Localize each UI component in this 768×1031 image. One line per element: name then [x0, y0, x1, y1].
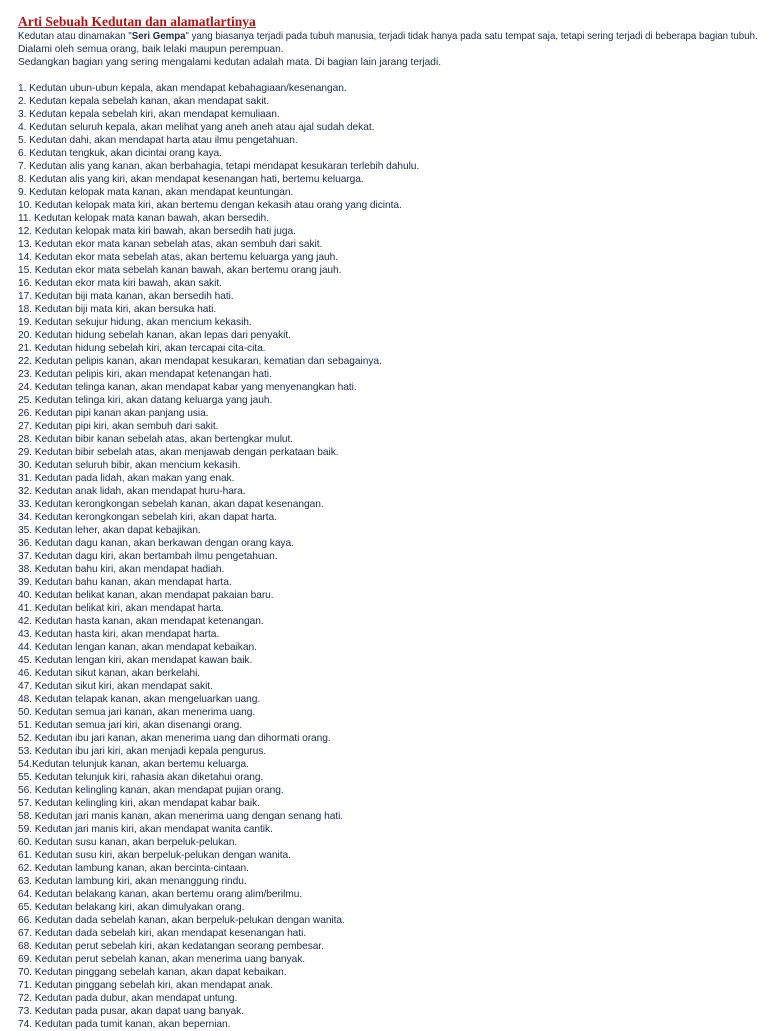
list-item: 21. Kedutan hidung sebelah kiri, akan tercapai cita-cita.: [18, 343, 266, 354]
paragraph-gap: [18, 69, 758, 82]
list-item: 30. Kedutan seluruh bibir, akan mencium kekasih.: [18, 460, 241, 471]
list-item: 22. Kedutan pelipis kanan, akan mendapat kesukaran, kematian dan sebagainya.: [18, 356, 382, 367]
list-item: 23. Kedutan pelipis kiri, akan mendapat ketenangan hati.: [18, 369, 272, 380]
list-item: 34. Kedutan kerongkongan sebelah kiri, akan dapat harta.: [18, 512, 277, 523]
list-item: 73. Kedutan pada pusar, akan dapat uang banyak.: [18, 1006, 244, 1017]
list-item: 62. Kedutan lambung kanan, akan bercinta-cintaan.: [18, 863, 249, 874]
list-item: 43. Kedutan hasta kiri, akan mendapat harta.: [18, 629, 220, 640]
list-item: 27. Kedutan pipi kiri, akan sembuh dari sakit.: [18, 421, 219, 432]
list-item: 66. Kedutan dada sebelah kanan, akan berpeluk-pelukan dengan wanita.: [18, 915, 345, 926]
list-item: 7. Kedutan alis yang kanan, akan berbahagia, tetapi mendapat kesukaran terlebih dahulu.: [18, 161, 420, 172]
list-item: 1. Kedutan ubun-ubun kepala, akan mendapat kebahagiaan/kesenangan.: [18, 83, 347, 94]
list-item: 70. Kedutan pinggang sebelah kanan, akan dapat kebaikan.: [18, 967, 287, 978]
list-item: 58. Kedutan jari manis kanan, akan menerima uang dengan senang hati.: [18, 811, 344, 822]
list-item: 52. Kedutan ibu jari kanan, akan menerima uang dan dihormati orang.: [18, 733, 331, 744]
list-item: 29. Kedutan bibir sebelah atas, akan menjawab dengan perkataan baik.: [18, 447, 339, 458]
list-item: 50. Kedutan semua jari kanan, akan menerima uang.: [18, 707, 256, 718]
list-item: 48. Kedutan telapak kanan, akan mengeluarkan uang.: [18, 694, 261, 705]
list-item: 17. Kedutan biji mata kanan, akan bersedih hati.: [18, 291, 234, 302]
list-item: 19. Kedutan sekujur hidung, akan mencium kekasih.: [18, 317, 252, 328]
list-item: 59. Kedutan jari manis kiri, akan mendapat wanita cantik.: [18, 824, 273, 835]
list-item: 54.Kedutan telunjuk kanan, akan bertemu keluarga.: [18, 759, 249, 770]
list-item: 40. Kedutan belikat kanan, akan mendapat pakaian baru.: [18, 590, 274, 601]
list-item: 68. Kedutan perut sebelah kiri, akan kedatangan seorang pembesar.: [18, 941, 324, 952]
list-item: 71. Kedutan pinggang sebelah kiri, akan mendapat anak.: [18, 980, 274, 991]
intro-line-1-after: " yang biasanya terjadi pada tubuh manusia, terjadi tidak hanya pada satu tempat saja, tetapi sering terjadi di beberapa bagian tubuh.: [185, 31, 758, 42]
list-item: 53. Kedutan ibu jari kiri, akan menjadi kepala pengurus.: [18, 746, 267, 757]
list-item: 64. Kedutan belakang kanan, akan bertemu orang alim/berilmu.: [18, 889, 303, 900]
list-item: 69. Kedutan perut sebelah kanan, akan menerima uang banyak.: [18, 954, 306, 965]
list-item: 47. Kedutan sikut kiri, akan mendapat sakit.: [18, 681, 213, 692]
list-item: 14. Kedutan ekor mata sebelah atas, akan bertemu keluarga yang jauh.: [18, 252, 338, 263]
list-item: 26. Kedutan pipi kanan akan panjang usia.: [18, 408, 209, 419]
list-item: 31. Kedutan pada lidah, akan makan yang enak.: [18, 473, 235, 484]
list-item: 33. Kedutan kerongkongan sebelah kanan, akan dapat kesenangan.: [18, 499, 324, 510]
list-item: 44. Kedutan lengan kanan, akan mendapat kebaikan.: [18, 642, 257, 653]
list-item: 5. Kedutan dahi, akan mendapat harta atau ilmu pengetahuan.: [18, 135, 298, 146]
list-item: 6. Kedutan tengkuk, akan dicintai orang kaya.: [18, 148, 222, 159]
list-item: 41. Kedutan belikat kiri, akan mendapat harta.: [18, 603, 224, 614]
list-item: 11. Kedutan kelopak mata kanan bawah, akan bersedih.: [18, 213, 269, 224]
list-item: 10. Kedutan kelopak mata kiri, akan bertemu dengan kekasih atau orang yang dicinta.: [18, 200, 402, 211]
list-item: 38. Kedutan bahu kiri, akan mendapat hadiah.: [18, 564, 225, 575]
document-title: Arti Sebuah Kedutan dan alamatlartinya: [18, 14, 256, 29]
list-item: 55. Kedutan telunjuk kiri, rahasia akan diketahui orang.: [18, 772, 264, 783]
list-item: 4. Kedutan seluruh kepala, akan melihat yang aneh aneh atau ajal sudah dekat.: [18, 122, 375, 133]
list-item: 67. Kedutan dada sebelah kiri, akan mendapat kesenangan hati.: [18, 928, 307, 939]
list-item: 37. Kedutan dagu kiri, akan bertambah ilmu pengetahuan.: [18, 551, 278, 562]
list-item: 63. Kedutan lambung kiri, akan menanggung rindu.: [18, 876, 247, 887]
list-item: 35. Kedutan leher, akan dapat kebajikan.: [18, 525, 201, 536]
list-item: 51. Kedutan semua jari kiri, akan disenangi orang.: [18, 720, 243, 731]
list-item: 8. Kedutan alis yang kiri, akan mendapat kesenangan hati, bertemu keluarga.: [18, 174, 364, 185]
intro-line-2: Dialami oleh semua orang, baik lelaki maupun perempuan.: [18, 44, 284, 55]
intro-line-3: Sedangkan bagian yang sering mengalami kedutan adalah mata. Di bagian lain jarang terjadi.: [18, 57, 442, 68]
list-item: 9. Kedutan kelopak mata kanan, akan mendapat keuntungan.: [18, 187, 294, 198]
list-item: 3. Kedutan kepala sebelah kiri, akan mendapat kemuliaan.: [18, 109, 280, 120]
list-item: 36. Kedutan dagu kanan, akan berkawan dengan orang kaya.: [18, 538, 294, 549]
list-item: 39. Kedutan bahu kanan, akan mendapat harta.: [18, 577, 232, 588]
list-item: 61. Kedutan susu kiri, akan berpeluk-pelukan dengan wanita.: [18, 850, 291, 861]
kedutan-list: [18, 82, 758, 1031]
list-item: 28. Kedutan bibir kanan sebelah atas, akan bertengkar mulut.: [18, 434, 294, 445]
list-item: 15. Kedutan ekor mata sebelah kanan bawah, akan bertemu orang jauh.: [18, 265, 342, 276]
list-item: 45. Kedutan lengan kiri, akan mendapat kawan baik.: [18, 655, 253, 666]
list-item: 57. Kedutan kelingling kiri, akan mendapat kabar baik.: [18, 798, 260, 809]
list-item: 74. Kedutan pada tumit kanan, akan bepernian.: [18, 1019, 231, 1030]
intro-emphasis: Seri Gempa: [131, 31, 186, 42]
list-item: 42. Kedutan hasta kanan, akan mendapat ketenangan.: [18, 616, 264, 627]
list-item: 12. Kedutan kelopak mata kiri bawah, akan bersedih hati juga.: [18, 226, 296, 237]
list-item: 2. Kedutan kepala sebelah kanan, akan mendapat sakit.: [18, 96, 270, 107]
list-item: 60. Kedutan susu kanan, akan berpeluk-pelukan.: [18, 837, 238, 848]
list-item: 13. Kedutan ekor mata kanan sebelah atas, akan sembuh dari sakit.: [18, 239, 323, 250]
list-item: 72. Kedutan pada dubur, akan mendapat untung.: [18, 993, 238, 1004]
intro-line-1: [18, 30, 758, 43]
intro-line-1-before: Kedutan atau dinamakan ": [18, 31, 132, 42]
list-item: 25. Kedutan telinga kiri, akan datang keluarga yang jauh.: [18, 395, 273, 406]
list-item: 56. Kedutan kelingling kanan, akan mendapat pujian orang.: [18, 785, 284, 796]
list-item: 65. Kedutan belakang kiri, akan dimulyakan orang.: [18, 902, 245, 913]
list-item: 24. Kedutan telinga kanan, akan mendapat kabar yang menyenangkan hati.: [18, 382, 357, 393]
list-item: 46. Kedutan sikut kanan, akan berkelahi.: [18, 668, 201, 679]
list-item: 32. Kedutan anak lidah, akan mendapat huru-hara.: [18, 486, 246, 497]
list-item: 16. Kedutan ekor mata kiri bawah, akan sakit.: [18, 278, 222, 289]
list-item: 20. Kedutan hidung sebelah kanan, akan lepas dari penyakit.: [18, 330, 291, 341]
document-page: [18, 14, 758, 1031]
list-item: 18. Kedutan biji mata kiri, akan bersuka hati.: [18, 304, 217, 315]
